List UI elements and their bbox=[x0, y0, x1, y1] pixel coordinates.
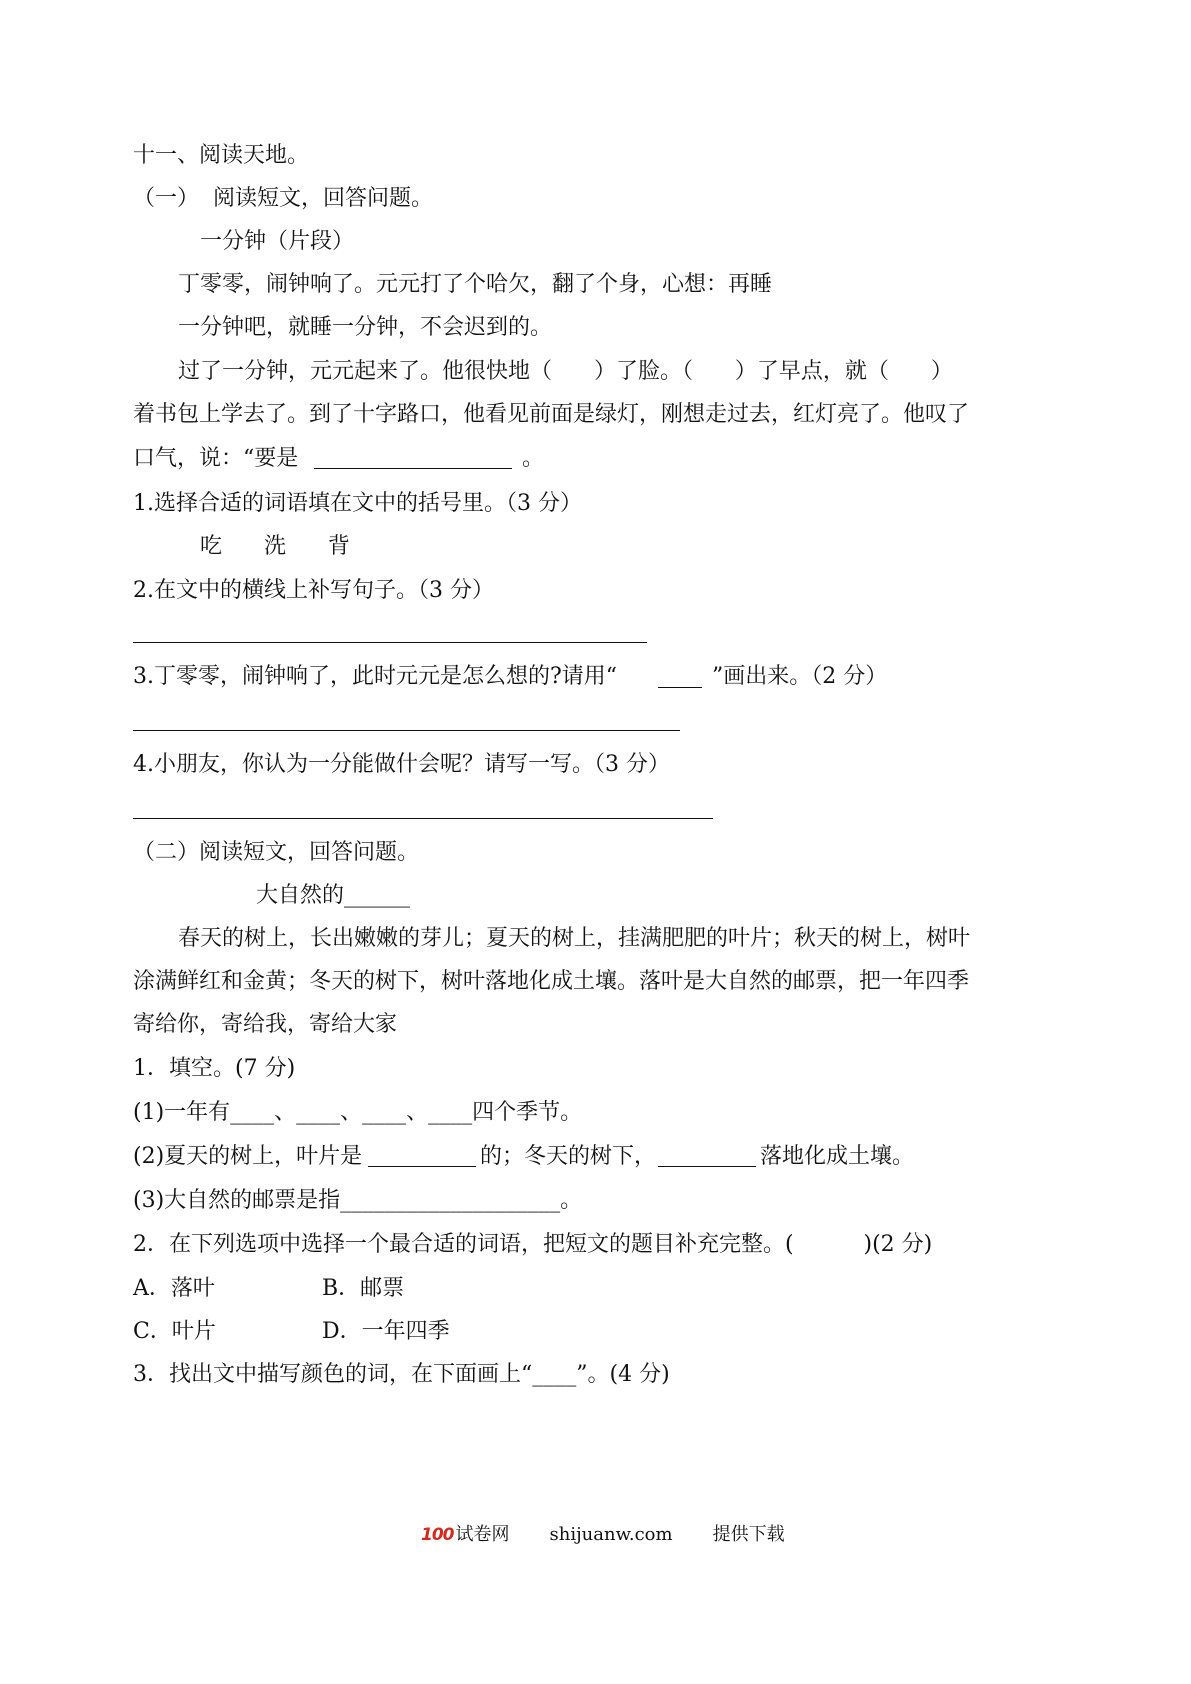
part1-question-4: 4.小朋友，你认为一分能做什会呢？请写一写。（3 分） bbox=[133, 752, 670, 777]
part2-question-1-2a: (2)夏天的树上，叶片是 bbox=[133, 1144, 363, 1169]
option-b: B．邮票 bbox=[322, 1276, 405, 1301]
part2-question-1-3: (3)大自然的邮票是指____________________。 bbox=[133, 1188, 583, 1213]
part2-heading: （二）阅读短文，回答问题。 bbox=[133, 840, 420, 865]
part2-para-line3: 寄给你，寄给我，寄给大家 bbox=[133, 1012, 398, 1037]
part2-question-2: 2．在下列选项中选择一个最合适的词语，把短文的题目补充完整。( )(2 分) bbox=[133, 1232, 933, 1257]
fill-blank-line bbox=[314, 468, 512, 469]
part1-para1-line2: 一分钟吧，就睡一分钟，不会迟到的。 bbox=[178, 315, 553, 340]
part1-heading: （一） 阅读短文，回答问题。 bbox=[133, 186, 433, 211]
answer-line-q4 bbox=[133, 818, 713, 819]
part1-para2-line3-suffix: 。 bbox=[522, 446, 545, 471]
option-a: A．落叶 bbox=[133, 1276, 215, 1301]
answer-line-q3 bbox=[133, 730, 680, 731]
blank-summer-leaf bbox=[368, 1166, 476, 1167]
part1-question-3-prefix: 3.丁零零，闹钟响了，此时元元是怎么想的?请用“ bbox=[133, 664, 618, 689]
part2-question-3: 3．找出文中描写颜色的词，在下面画上“____”。(4 分) bbox=[133, 1362, 670, 1387]
part2-story-title: 大自然的______ bbox=[256, 883, 411, 908]
part2-para-line2: 涂满鲜红和金黄；冬天的树下，树叶落地化成土壤。落叶是大自然的邮票，把一年四季 bbox=[133, 969, 970, 994]
part2-para-line1: 春天的树上，长出嫩嫩的芽儿；夏天的树上，挂满肥肥的叶片；秋天的树上，树叶 bbox=[178, 926, 971, 951]
option-d: D．一年四季 bbox=[322, 1319, 450, 1344]
underline-sample bbox=[658, 687, 702, 688]
option-c: C．叶片 bbox=[133, 1319, 216, 1344]
part1-story-title: 一分钟（片段） bbox=[200, 229, 355, 254]
part1-question-1-words: 吃 洗 背 bbox=[200, 534, 350, 559]
part1-para2-line3-prefix: 口气，说：“要是 bbox=[133, 446, 299, 471]
part1-question-1: 1.选择合适的词语填在文中的括号里。（3 分） bbox=[133, 491, 582, 516]
logo-100: 100 bbox=[421, 1525, 454, 1545]
footer-brand: 试卷网 bbox=[455, 1524, 510, 1545]
part2-question-1-1: (1)一年有____、____、____、____四个季节。 bbox=[133, 1100, 583, 1125]
answer-line-q2 bbox=[133, 642, 647, 643]
footer bbox=[421, 1520, 785, 1546]
part1-para1-line1: 丁零零，闹钟响了。元元打了个哈欠，翻了个身，心想：再睡 bbox=[178, 272, 773, 297]
section-title: 十一、阅读天地。 bbox=[133, 143, 310, 168]
part1-para2-line2: 着书包上学去了。到了十字路口，他看见前面是绿灯，刚想走过去，红灯亮了。他叹了 bbox=[133, 402, 970, 427]
part2-question-1-2c: 落地化成土壤。 bbox=[760, 1144, 915, 1169]
footer-download: 提供下载 bbox=[712, 1524, 785, 1545]
part1-para2-line1: 过了一分钟，元元起来了。他很快地（ ）了脸。（ ）了早点，就（ ） bbox=[178, 359, 953, 384]
blank-winter bbox=[658, 1166, 756, 1167]
footer-site[interactable]: shijuanw.com bbox=[549, 1524, 673, 1545]
part1-question-3-suffix: ”画出来。（2 分） bbox=[712, 664, 888, 689]
part2-question-1: 1．填空。(7 分) bbox=[133, 1056, 296, 1081]
part2-question-1-2b: 的；冬天的树下， bbox=[480, 1144, 657, 1169]
part1-question-2: 2.在文中的横线上补写句子。（3 分） bbox=[133, 578, 494, 603]
